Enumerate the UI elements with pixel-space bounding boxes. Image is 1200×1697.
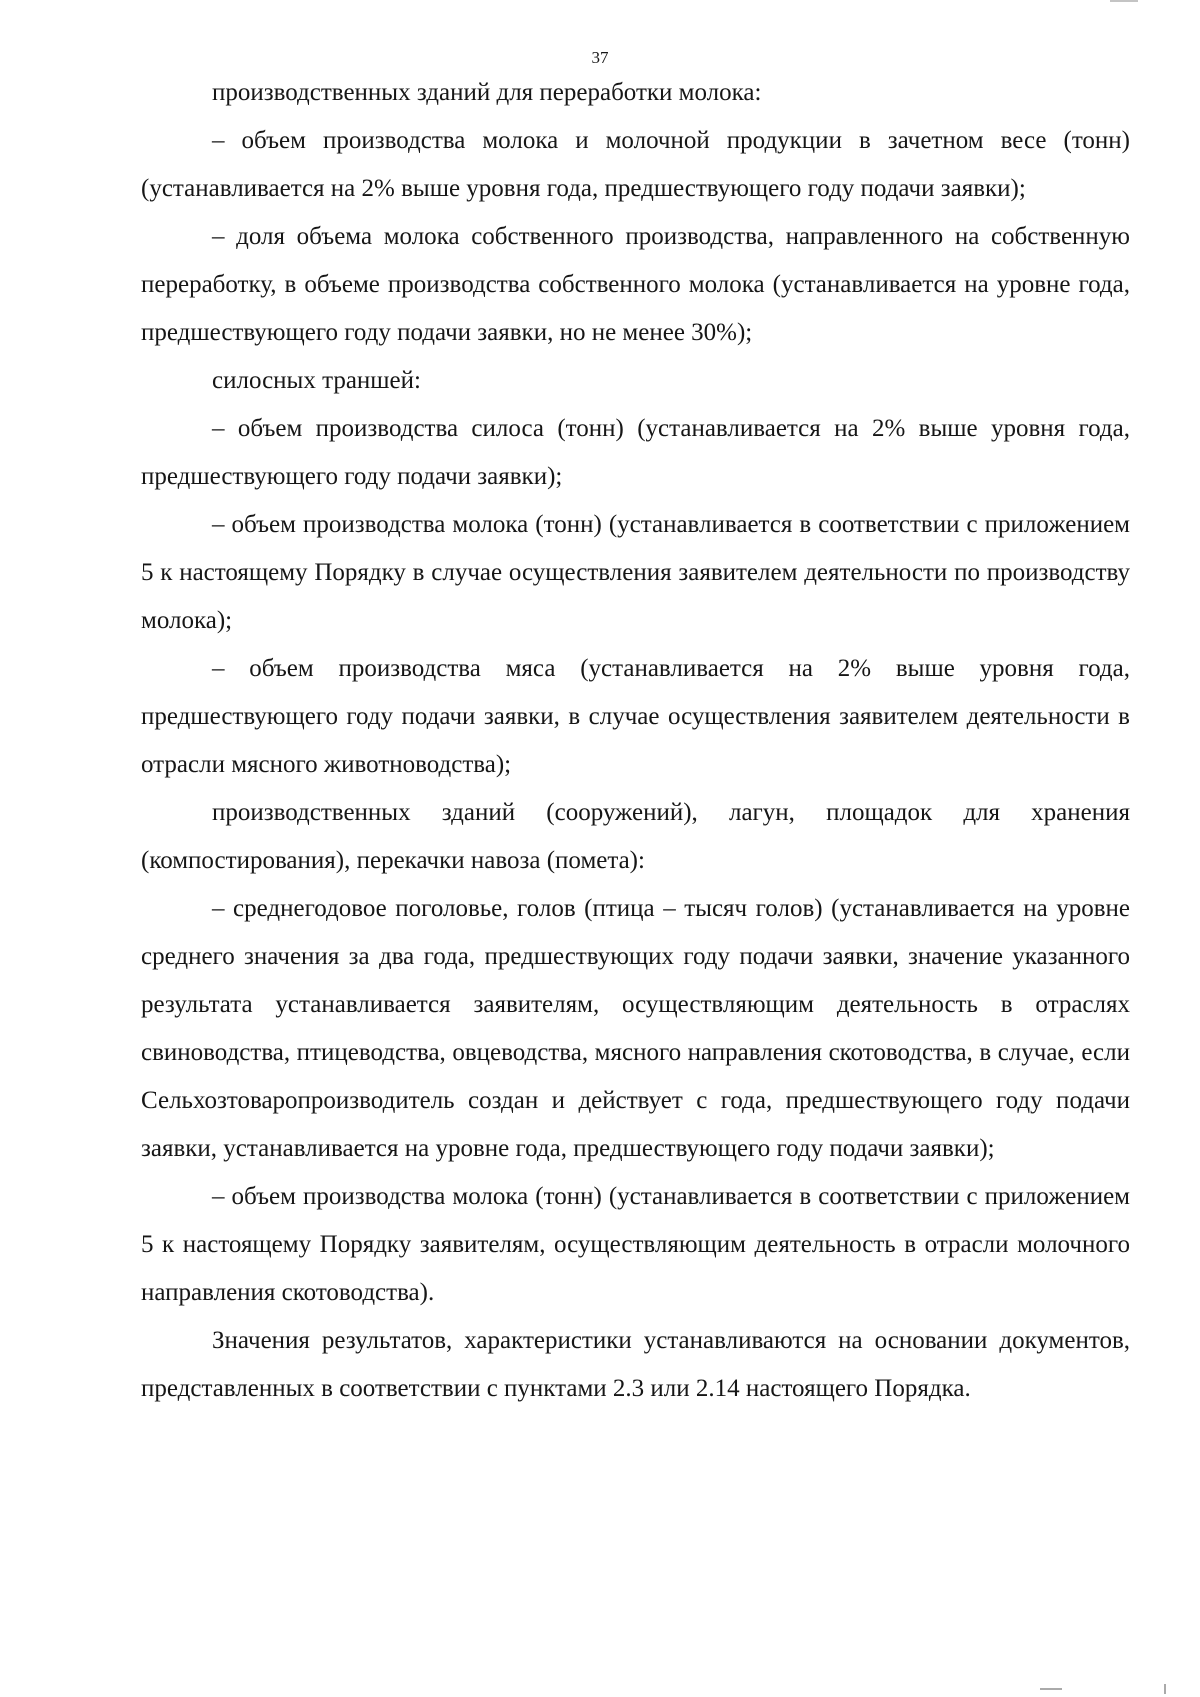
paragraph-average-livestock: – среднегодовое поголовье, голов (птица – тысяч голов) (устанавливается на уровне среднего значения за два года, предшествующих году подачи заявки, значение указанного результата устанавливается заявителям, осуществляющим деятельность в отраслях свиноводства, птицеводства, овцеводства, мясного направления скотоводства, в случае, если Сельхозтоваропроизводитель создан и действует с года, предшествующего году подачи заявки, устанавливается на уровне года, предшествующего году подачи заявки); [141, 895, 1130, 1162]
scan-mark-bottom-edge [1164, 1684, 1166, 1694]
paragraph-processing-buildings: производственных зданий для переработки молока: [212, 79, 762, 106]
page-number: 37 [591, 48, 609, 67]
paragraph-own-milk-share: – доля объема молока собственного производства, направленного на собственную переработку, в объеме производства собственного молока (устанавливается на уровне года, предшествующего году подачи заявки, но не менее 30%); [141, 223, 1130, 346]
document-body [141, 69, 1130, 1413]
paragraph-milk-volume-appendix5: – объем производства молока (тонн) (устанавливается в соответствии с приложением 5 к настоящему Порядку в случае осуществления заявителем деятельности по производству молока); [141, 511, 1130, 634]
paragraph-silage-volume: – объем производства силоса (тонн) (устанавливается на 2% выше уровня года, предшествующего году подачи заявки); [141, 415, 1130, 490]
paragraph-dairy-milk-volume: – объем производства молока (тонн) (устанавливается в соответствии с приложением 5 к настоящему Порядку заявителям, осуществляющим деятельность в отрасли молочного направления скотоводства). [141, 1183, 1130, 1306]
scan-mark-top-right [1110, 0, 1138, 2]
paragraph-result-values: Значения результатов, характеристики устанавливаются на основании документов, представленных в соответствии с пунктами 2.3 или 2.14 настоящего Порядка. [141, 1327, 1130, 1402]
paragraph-milk-volume-credit-weight: – объем производства молока и молочной продукции в зачетном весе (тонн) (устанавливается на 2% выше уровня года, предшествующего году подачи заявки); [141, 127, 1130, 202]
paragraph-manure-facilities: производственных зданий (сооружений), лагун, площадок для хранения (компостирования), перекачки навоза (помета): [141, 799, 1130, 874]
paragraph-silage-trenches: силосных траншей: [212, 367, 421, 394]
paragraph-meat-volume: – объем производства мяса (устанавливается на 2% выше уровня года, предшествующего году подачи заявки, в случае осуществления заявителем деятельности в отрасли мясного животноводства); [141, 655, 1130, 778]
scan-mark-bottom-right [1040, 1688, 1062, 1690]
